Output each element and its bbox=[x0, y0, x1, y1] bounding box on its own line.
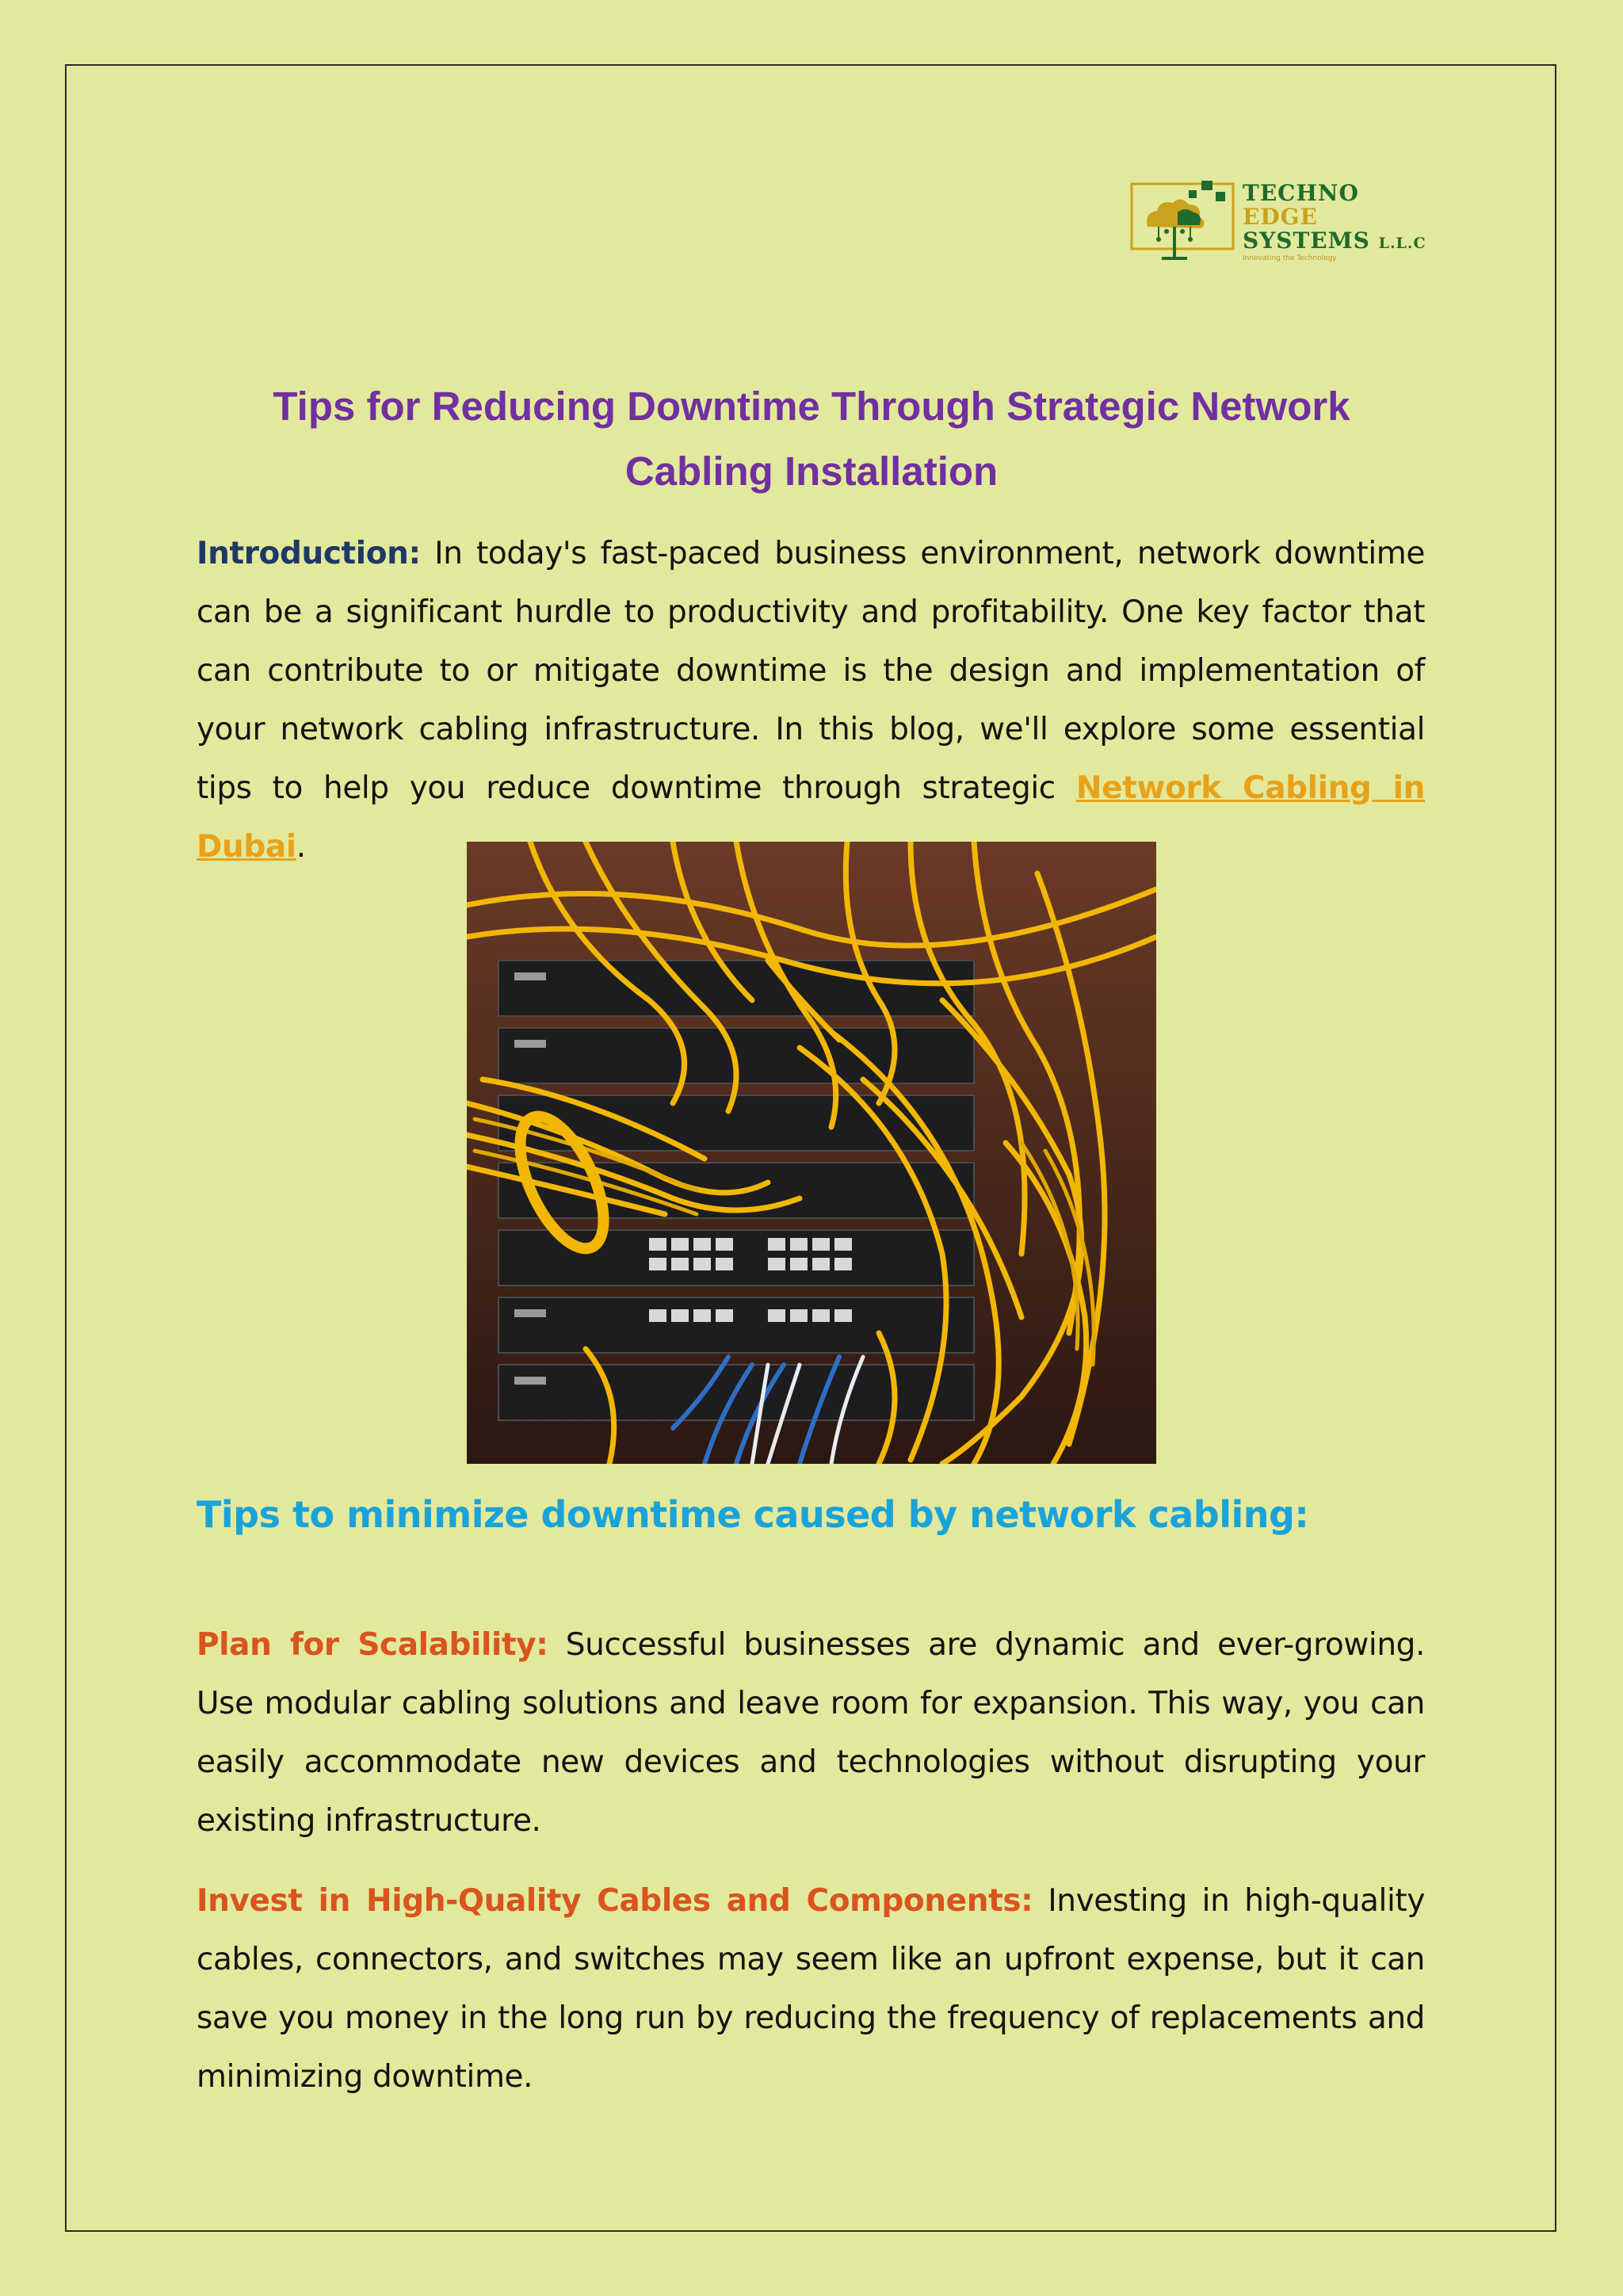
logo-line-techno: TECHNO bbox=[1243, 180, 1359, 206]
tip-scalability-lead: Plan for Scalability: bbox=[197, 1627, 548, 1663]
network-cables-photo-icon bbox=[467, 842, 1156, 1464]
network-cabling-dubai-link[interactable]: Network Cabling in Dubai bbox=[197, 770, 1425, 865]
network-cables-photo bbox=[467, 842, 1156, 1464]
intro-lead: Introduction: bbox=[197, 536, 421, 571]
intro-paragraph bbox=[197, 525, 1425, 877]
logo-line-systems bbox=[1243, 227, 1426, 254]
logo-llc: L.L.C bbox=[1378, 235, 1426, 252]
logo-tagline: Innovating the Technology bbox=[1243, 254, 1337, 262]
tip-scalability bbox=[197, 1616, 1425, 1851]
tip-quality-cables-text: Investing in high-quality cables, connectors, and switches may seem like an upfront expense, but it can save you money in the long run by reducing the frequency of replacements and minimizing downtime. bbox=[197, 1883, 1426, 2095]
tip-scalability-text: Successful businesses are dynamic and ever-growing. Use modular cabling solutions and leave room for expansion. This way, you can easily accommodate new devices and technologies without disrupting your existing infrastructure. bbox=[197, 1627, 1426, 1839]
logo-line-edge: EDGE bbox=[1243, 204, 1318, 230]
section-heading: Tips to minimize downtime caused by network cabling: bbox=[197, 1493, 1309, 1536]
intro-after-link: . bbox=[296, 829, 306, 865]
intro-text: In today's fast-paced business environment, network downtime can be a significant hurdle to productivity and profitability. One key factor that can contribute to or mitigate downtime is the design and implementation of your network cabling infrastructure. In this blog, we'll explore some essential tips to help you reduce downtime through strategic bbox=[197, 536, 1425, 806]
company-logo bbox=[1130, 176, 1431, 271]
tip-quality-cables bbox=[197, 1872, 1425, 2107]
cloud-circuit-logo-icon bbox=[1130, 181, 1241, 268]
logo-wordmark bbox=[1243, 182, 1426, 262]
page-title: Tips for Reducing Downtime Through Strategic Network Cabling Installation bbox=[273, 384, 1350, 494]
tip-quality-cables-lead: Invest in High-Quality Cables and Components: bbox=[197, 1883, 1033, 1919]
logo-systems-word: SYSTEMS bbox=[1243, 227, 1370, 254]
